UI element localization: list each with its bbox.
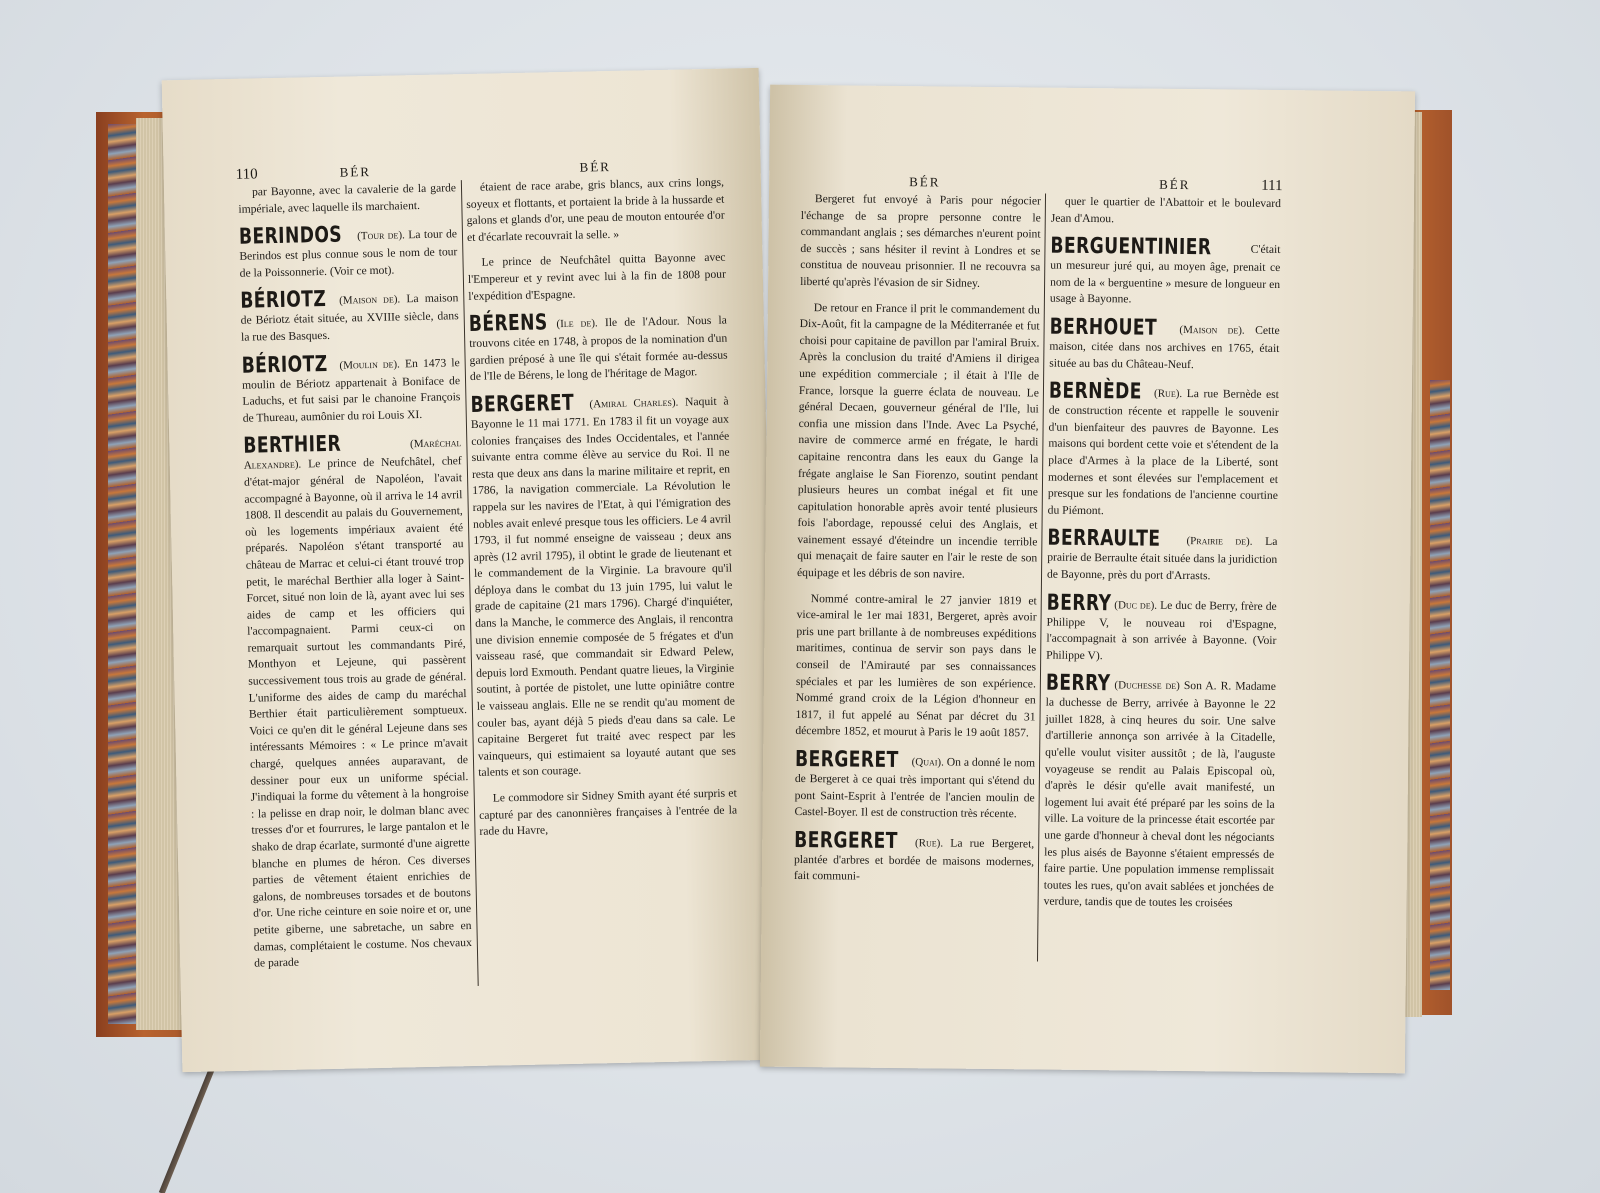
entry-text: La maison de Bériotz était située, au XVIIIe siècle, dans la rue des Basques. [240, 291, 459, 344]
entry-text: quer le quartier de l'Abattoir et le boulevard Jean d'Amou. [1050, 194, 1282, 225]
entry-text: La tour de Berindos est plus connue sous le nom de tour de la Poissonnerie. (Voir ce mot). [239, 227, 458, 280]
dictionary-entry [243, 432, 472, 973]
entry-headword: BERINDOS [238, 222, 343, 250]
running-head: BÉR [579, 158, 612, 175]
entry-headword: BERRY [1046, 590, 1112, 616]
entry-text: De retour en France il prit le commandement du Dix-Août, fit la campagne de la Méditerranée et fut choisi pour capitaine de pavillon par l'amiral Bruix. Après la conclusion du traité d'Amiens il dirigea une expédition commerciale ; il était à l'Ile de France, lorsque la guerre éclata de nouveau. Le général Decaen, gouverneur général de l'Ile, lui confia une mission dans l'Inde. Avec La Psyché, navire de commerce armé en frégate, le hardi capitaine rencontra dans les eaux du Gange la frégate anglaise le San Fiorenzo, soutint pendant plusieurs heures un combat inégal et fit une capitulation honorable après avoir tenté plusieurs fois l'abordage, repoussé celui des Anglais, et vainement essayé d'éteindre un incendie terrible qui menaçait de faire sauter en l'air le reste de son équipage et les débris de son navire. [796, 300, 1040, 581]
entry-text: Son A. R. Madame la duchesse de Berry, arrivée à Bayonne le 22 juillet 1828, à cinq heures du soir. Une salve d'artillerie annonça son arrivée à la Citadelle, qu'elle voulut visiter aussitôt ; de là, l'auguste voyageuse se rendit au Palais Episcopal où, d'après le désir qu'elle avait manifesté, un logement lui avait été préparé par les soins de la ville. La voiture de la princesse était escortée par une garde d'honneur à cheval dont les négociants les plus aisés de Bayonne s'étaient empressés de faire partie. Une population immense remplissait toutes les rues, qu'on avait sablées et jonchées de verdure, tandis que de toutes les croisées [1043, 679, 1276, 910]
dictionary-entry [1049, 233, 1281, 310]
paragraph [795, 591, 1037, 743]
entry-text: Le duc de Berry, frère de Philippe V, le nouveau roi d'Espagne, l'accompagnait à son arrivée à Bayonne. (Voir Philippe V). [1046, 598, 1277, 662]
entry-headword: BERTHIER [243, 432, 342, 460]
entry-qualifier: (Moulin de). [339, 357, 400, 372]
entry-text: Ile de l'Adour. Nous la trouvons citée en 1748, à propos de la nomination d'un gardien préposé à une île qui s'était formée au-dessus de l'Ile de Bérens, le long de l'héritage de Magor. [469, 313, 728, 384]
paragraph [238, 180, 457, 218]
entry-headword: BERGERET [470, 390, 575, 418]
paragraph [797, 300, 1040, 585]
dictionary-entry [469, 309, 728, 386]
dictionary-entry [241, 351, 460, 427]
entry-qualifier: (Quai). [911, 756, 944, 769]
entry-qualifier: (Duchesse de) [1114, 679, 1180, 693]
running-head: BÉR [1159, 176, 1191, 193]
paragraph [467, 250, 726, 305]
entry-text: Naquit à Bayonne le 11 mai 1771. En 1783 il fit un voyage aux colonies françaises des Indes Occidentales, et l'année suivante entra comme élève au service du Roi. Il ne resta que deux ans dans la marine militaire et reprit, en 1786, la navigation commerciale. La Révolution le rappela sur les navires de l'Etat, à qui l'émigration des nobles avait enlevé presque tous les officiers. Le 4 avril 1793, il fut nommé enseigne de vaisseau ; deux ans après (12 avril 1795), il obtint le grade de lieutenant et le commandement de la Virginie. La bravoure qu'il déploya dans le combat du 13 juin 1795, lui valut le grade de capitaine (21 mars 1796). Chargé d'inquiéter, dans la Manche, le commerce des Anglais, il rencontra une division ennemie composée de 5 frégates et d'un vaisseau rasé, que commandait sir Edward Pelew, depuis lord Exmouth. Pendant quatre lieues, la Virginie soutint, à portée de pistolet, une lutte opiniâtre contre le vaisseau anglais. Elle ne se rendit qu'au moment de couler bas, ayant déjà 5 pieds d'eau dans sa cale. Le capitaine Bergeret fut traité avec respect par les vainqueurs, qui estimaient sa loyauté autant que ses talents et son courage. [470, 394, 736, 780]
entry-text: La prairie de Berraulte était située dans la juridiction de Bayonne, près du port d'Arrasts. [1046, 535, 1278, 583]
entry-headword: BÉRIOTZ [241, 351, 328, 379]
entry-headword: BERNÈDE [1048, 378, 1142, 405]
dictionary-entry [794, 746, 1036, 823]
marbled-endpaper-right [1430, 380, 1450, 990]
entry-headword: BERGERET [794, 827, 898, 854]
entry-qualifier: (Maison de). [1179, 323, 1245, 337]
entry-qualifier: (Rue). [914, 836, 944, 850]
page-number: 111 [1261, 177, 1283, 195]
dictionary-entry [1046, 592, 1277, 666]
entry-headword: BERRAULTE [1047, 525, 1161, 553]
dictionary-entry [793, 827, 1035, 888]
page-number: 110 [235, 166, 258, 183]
paragraph [466, 175, 725, 247]
dictionary-entry [1046, 525, 1278, 586]
entry-qualifier: (Rue). [1154, 387, 1183, 401]
text-column [238, 180, 473, 981]
entry-headword: BERHOUET [1049, 314, 1158, 341]
dictionary-entry [1043, 670, 1276, 913]
entry-qualifier: (Maréchal Alexandre). [243, 437, 462, 473]
dictionary-entry [239, 222, 458, 282]
entry-text: étaient de race arabe, gris blancs, aux crins longs, soyeux et flottants, et portaient la bride à la hussarde et galons et glands d'or, une peau de mouton entourée d'or et d'écarlate recouvrait la selle. » [466, 175, 725, 244]
dictionary-entry [1047, 378, 1280, 522]
entry-text: En 1473 le moulin de Bériotz appartenait à Boniface de Laduchs, et fut saisi par le chanoine François de Thureau, aumônier du roi Louis XI. [241, 355, 461, 425]
entry-text: La rue Bernède est de construction récente et rappelle le souvenir d'un bienfaiteur des pauvres de Bayonne. Les maisons qui bordent cette voie et s'étendent de la place d'Armes à la place de la Liberté, sont modernes et sont élevées sur l'emplacement et presque sur les fondations de l'ancienne courtine du Piémont. [1047, 387, 1280, 517]
entry-text: On a donné le nom de Bergeret à ce quai très important qui s'étend du pont Saint-Esprit à l'entrée de l'ancien moulin de Castel-Boyer. Il est de construction très récente. [794, 755, 1036, 821]
entry-headword: BÉRENS [468, 310, 548, 338]
entry-text: Cette maison, citée dans nos archives en 1765, était située au bas du Château-Neuf. [1049, 323, 1280, 371]
entry-qualifier: (Prairie de). [1186, 535, 1253, 549]
entry-headword: BÉRIOTZ [240, 287, 327, 315]
dictionary-entry [470, 389, 736, 781]
entry-text: Le prince de Neufchâtel, chef d'état-major général de Napoléon, l'avait accompagné à Bayonne, où il arriva le 14 avril 1808. Il descendit au palais du Gouvernement, où les logements impériaux avaient été préparés. Napoléon s'étant transporté au château de Marrac et celui-ci étant trouvé trop petit, le maréchal Berthier alla loger à Saint-Forcet, situé non loin de là, ayant avec lui ses aides de camp et les officiers qui l'accompagnaient. Parmi ceux-ci on remarquait surtout les commandants Piré, Monthyon et Lejeune, qui passèrent successivement tous trois au grade de général. L'uniforme des aides de camp du maréchal Berthier était particulièrement somptueux. Voici ce qu'en dit le général Lejeune dans ses intéressants Mémoires : « Le prince m'avait chargé, quelques années auparavant, de dessiner pour eux un uniforme spécial. J'indiquai la forme du vêtement à la hongroise : la pelisse en drap noir, le dolman blanc avec tresses d'or et fourrures, le large pantalon et le shako de drap écarlate, surmonté d'une aigrette blanche en plumes de héron. Ces diverses parties de vêtement étaient enrichies de galons, de nombreuses torsades et de boutons d'or. Une riche ceinture en soie noire et or, une petite giberne, une sabretache, un sabre en damas, complétaient le costume. Nos chevaux de parade [243, 454, 472, 970]
paragraph [800, 191, 1041, 293]
dictionary-entry [240, 287, 459, 347]
entry-headword: BERGUENTINIER [1050, 233, 1212, 261]
entry-qualifier: (Duc de). [1114, 598, 1158, 612]
running-head: BÉR [339, 163, 372, 180]
entry-qualifier: (Tour de). [357, 229, 405, 243]
left-page [162, 68, 780, 1072]
entry-qualifier: (Amiral Charles). [589, 396, 679, 411]
dictionary-entry [1049, 314, 1280, 375]
entry-text: C'était un mesureur juré qui, au moyen âge, prenait ce nom de la « berguentine » mesure de longueur en usage à Bayonne. [1049, 242, 1281, 306]
paragraph [1051, 194, 1281, 230]
running-head: BÉR [909, 174, 941, 190]
entry-text: Nommé contre-amiral le 27 janvier 1819 et vice-amiral le 1er mai 1831, Bergeret, après avoir pris une part brillante à de nombreuses expéditions maritimes, continua de servir son pays dans le conseil de l'Amirauté par ses connaissances spéciales et par les lumières de son expérience. Nommé grand croix de la Légion d'honneur en 1817, il fut appelé au Sénat par décret du 31 décembre 1852, et mourut à Paris le 19 août 1857. [795, 591, 1037, 740]
entry-text: La rue Bergeret, plantée d'arbres et bordée de maisons modernes, fait communi- [793, 836, 1035, 884]
entry-qualifier: (Ile de). [556, 317, 598, 331]
entry-text: par Bayonne, avec la cavalerie de la garde impériale, avec laquelle ils marchaient. [238, 181, 457, 216]
text-column [794, 191, 1041, 896]
text-column [466, 175, 738, 850]
entry-qualifier: (Maison de). [339, 293, 401, 308]
text-column [1043, 194, 1281, 922]
entry-text: Le commodore sir Sidney Smith ayant été surpris et capturé par des canonnières françaises à l'entrée de la rade du Havre, [478, 786, 738, 839]
paragraph [479, 785, 738, 840]
entry-text: Le prince de Neufchâtel quitta Bayonne avec l'Empereur et y revint avec lui à la fin de 1808 pour l'expédition d'Espagne. [467, 250, 726, 303]
right-page [760, 85, 1415, 1074]
entry-headword: BERGERET [794, 746, 899, 774]
entry-headword: BERRY [1045, 670, 1111, 697]
entry-text: Bergeret fut envoyé à Paris pour négocier l'échange de sa propre personne contre le commandant anglais ; ses démarches n'eurent point de succès ; sans hésiter il revint à Londres et se constitua de nouveau prisonnier. Il ne recouvra sa liberté qu'après l'évasion de sir Sidney. [800, 192, 1042, 290]
